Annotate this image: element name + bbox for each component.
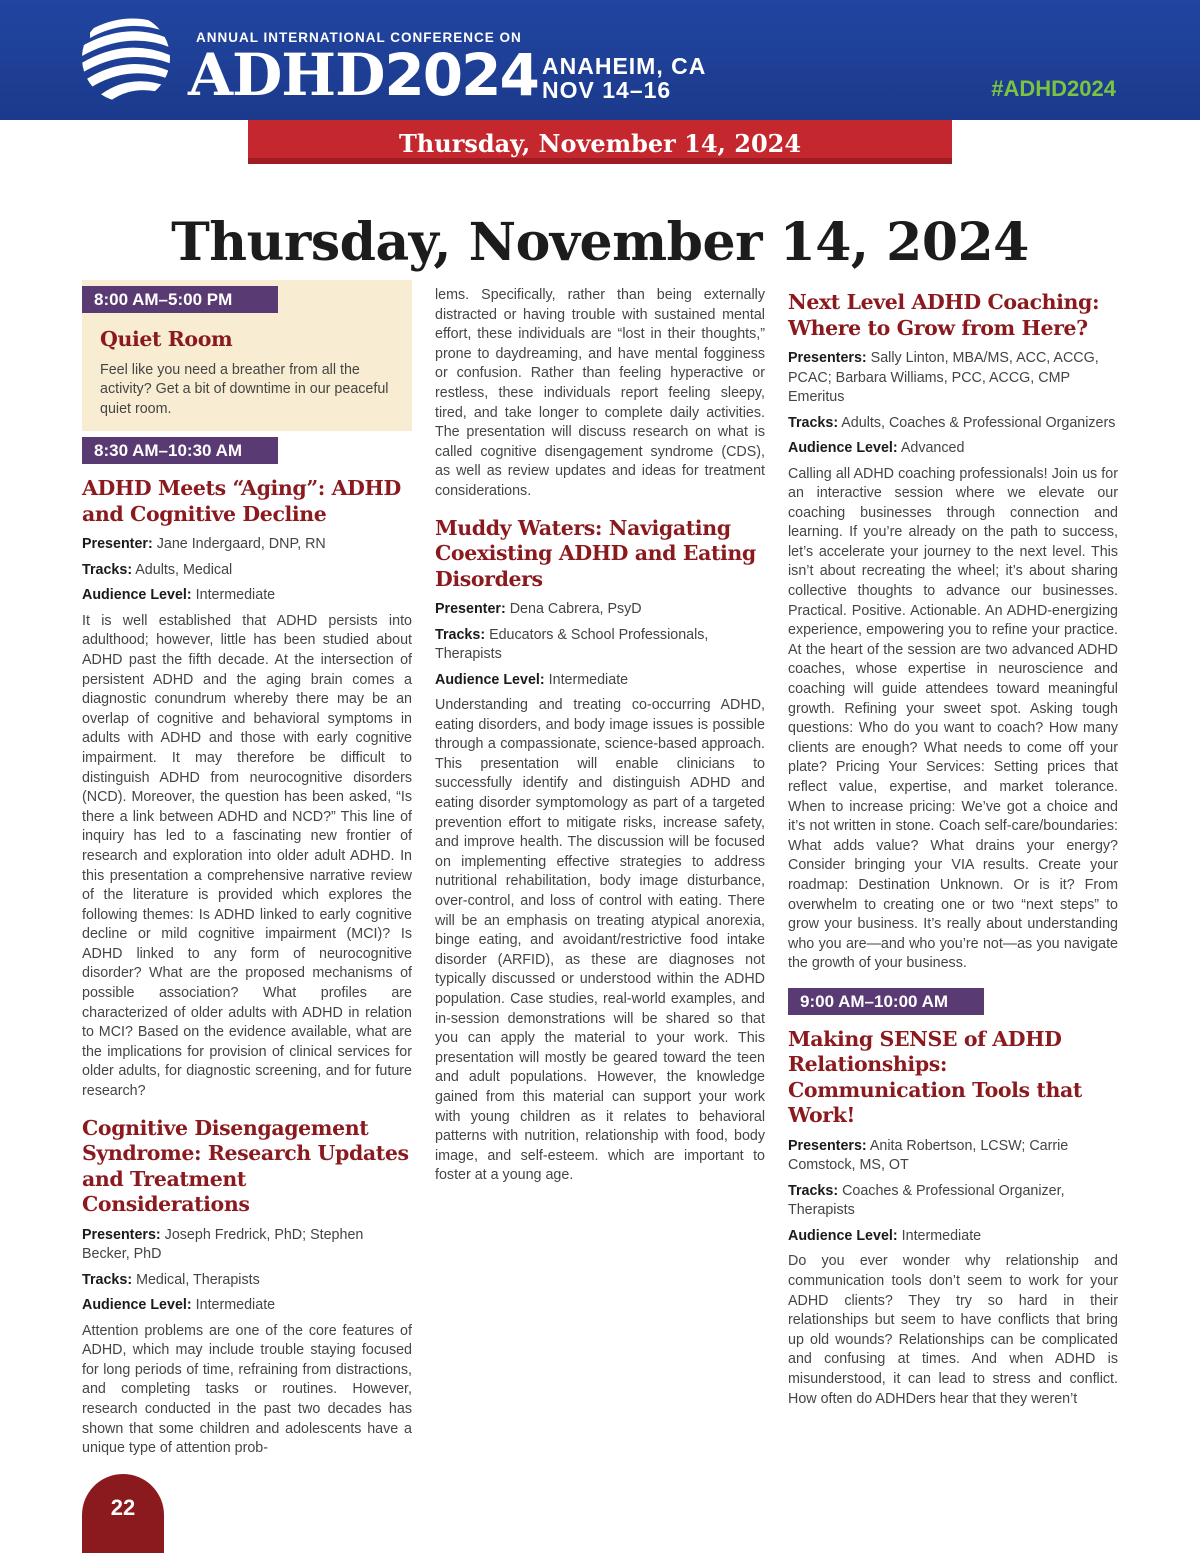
- session-presenter: [435, 600, 765, 620]
- time-slot: 8:30 AM–10:30 AM: [82, 437, 278, 464]
- tracks-label: Tracks:: [788, 1182, 839, 1199]
- session-description: Attention problems are one of the core features of ADHD, which may include trouble staying focused for long periods of time, refraining from distractions, and completing tasks or routines. However, research conducted in the past two decades has shown that some children and adolescents have a unique type of attention prob-: [82, 1322, 412, 1457]
- time-slot: 9:00 AM–10:00 AM: [788, 988, 984, 1015]
- session-tracks: [82, 1271, 412, 1291]
- presenter-value: Sally Linton, MBA/MS, ACC, ACCG, PCAC; Barbara Williams, PCC, ACCG, CMP Emeritus: [788, 350, 1099, 405]
- tracks-label: Tracks:: [788, 414, 839, 431]
- session-audience-level: [82, 1296, 412, 1316]
- tracks-value: Medical, Therapists: [136, 1271, 260, 1288]
- session-title: Muddy Waters: Navigating Coexisting ADHD and Eating Disorders: [435, 515, 756, 591]
- level-value: Intermediate: [901, 1227, 982, 1244]
- session-tracks: [82, 561, 412, 581]
- column-middle: [435, 286, 765, 1200]
- tracks-label: Tracks:: [82, 561, 133, 578]
- session-audience-level: [435, 671, 765, 691]
- session-title: Making SENSE of ADHD Relationships: Communication Tools that Work!: [788, 1026, 1082, 1128]
- presenter-value: Jane Indergaard, DNP, RN: [156, 536, 326, 553]
- conference-header: [0, 0, 1200, 120]
- session-description: Do you ever wonder why relationship and communication tools don’t seem to work for your ADHD clients? They try so hard in their relationships but seem to have conflicts that bring up old wounds? Relationships can be complicated and confusing at times. And when ADHD is misunderstood, it can lead to stress and conflict. How often do ADHDers hear that they weren’t: [788, 1253, 1118, 1407]
- level-value: Intermediate: [548, 671, 629, 688]
- tracks-label: Tracks:: [82, 1271, 133, 1288]
- session-tracks: [435, 626, 765, 665]
- tracks-label: Tracks:: [435, 626, 486, 643]
- time-slot: 8:00 AM–5:00 PM: [82, 286, 278, 313]
- presenter-label: Presenter:: [82, 536, 153, 553]
- session-presenter: [82, 535, 412, 555]
- location-dates: NOV 14–16: [542, 77, 672, 103]
- level-value: Intermediate: [195, 587, 276, 604]
- conference-location: [542, 54, 706, 102]
- tracks-value: Coaches & Professional Organizer, Therapists: [788, 1182, 1065, 1219]
- session-title: Quiet Room: [100, 327, 233, 351]
- session-audience-level: [788, 1227, 1118, 1247]
- session-audience-level: [788, 439, 1118, 459]
- level-value: Advanced: [900, 440, 965, 456]
- session-title: Next Level ADHD Coaching: Where to Grow from Here?: [788, 290, 1100, 340]
- presenter-label: Presenters:: [788, 350, 867, 366]
- session-tracks: [788, 1182, 1118, 1221]
- conference-subtitle: ANNUAL INTERNATIONAL CONFERENCE ON: [196, 30, 522, 45]
- session-description: Calling all ADHD coaching professionals! Join us for an interactive session where we elevate our coaching businesses through connection and learning. If you’re already on the path to success, let’s accelerate your journey to the next level. This isn’t about recreating the wheel; it’s about sharing collective thoughts to advance our businesses. Practical. Positive. Actionable. An ADHD-energizing experience, empowering you to refine your practice. At the heart of the session are two advanced ADHD coaches, whose expertise in neuroscience and coaching will guide attendees toward meaningful growth. Refining your sweet spot. Asking tough questions: Who do you want to coach? How many clients are enough? What needs to come off your plate? Pricing Your Services: Setting prices that reflect value, expertise, and market tolerance. When to increase pricing: We’ve got a choice and it’s not written in stone. Coach self-care/boundaries: What adds value? What drains your energy? Consider bringing your VIA results. Create your roadmap: Destination Unknown. Or is it? From overwhelm to creating one or two “next steps” to grow your business. It’s really about understanding who you are—and who you’re not—as you navigate the growth of your business.: [788, 465, 1118, 972]
- tracks-value: Adults, Coaches & Professional Organizers: [841, 414, 1116, 431]
- tracks-value: Educators & School Professionals, Therapists: [435, 626, 709, 663]
- presenter-label: Presenter:: [435, 601, 506, 618]
- session-description-continued: lems. Specifically, rather than being externally distracted or having trouble with sustained mental effort, these individuals are “lost in their thoughts,” prone to daydreaming, and have mental fogginess or confusion. Rather than feeling hyperactive or restless, these individuals report feeling sleepy, tired, and take longer to complete daily activities. The presentation will discuss research on what is called cognitive disengagement syndrome (CDS), as well as review updates and ideas for treatment considerations.: [435, 287, 765, 499]
- level-label: Audience Level:: [788, 440, 898, 456]
- session-presenter: [788, 1137, 1118, 1176]
- globe-icon: [80, 10, 172, 106]
- session-description: Feel like you need a breather from all the activity? Get a bit of downtime in our peaceful quiet room.: [100, 361, 389, 417]
- level-label: Audience Level:: [788, 1227, 898, 1244]
- session-audience-level: [82, 586, 412, 606]
- page-title: Thursday, November 14, 2024: [171, 212, 1029, 273]
- presenter-label: Presenters:: [82, 1226, 161, 1243]
- day-band-shadow: [248, 158, 952, 164]
- brand-name: ADHD: [188, 41, 385, 109]
- column-left: [82, 280, 412, 1473]
- session-presenter: [82, 1226, 412, 1265]
- tracks-value: Adults, Medical: [135, 561, 233, 578]
- conference-brand: [188, 42, 538, 108]
- presenter-value: Joseph Fredrick, PhD; Stephen Becker, PhD: [82, 1226, 364, 1263]
- session-description: It is well established that ADHD persists into adulthood; however, little has been studied about ADHD past the fifth decade. At the intersection of persistent ADHD and the aging brain comes a diagnostic conundrum whereby there may be an overlap of cognitive and behavioral symptoms in adults with ADHD and those with early cognitive impairment. It may therefore be difficult to distinguish ADHD from neurocognitive disorders (NCD). Moreover, the question has been asked, “Is there a link between ADHD and NCD?” This line of inquiry has led to a fascinating new frontier of research and exploration into older adult ADHD. In this presentation a comprehensive narrative review of the literature is provided which explores the following themes: Is ADHD linked to early cognitive decline or mild cognitive impairment (MCI)? Is ADHD linked to any form of neurocognitive disorder? What are the proposed mechanisms of possible association? What profiles are characterized of older adults with ADHD in relation to MCI? Based on the evidence available, what are the implications for provision of clinical services for older adults, for diagnostic screening, and for future research?: [82, 612, 412, 1100]
- presenter-value: Anita Robertson, LCSW; Carrie Comstock, MS, OT: [788, 1137, 1069, 1174]
- session-presenter: [788, 349, 1118, 408]
- page-number: 22: [82, 1474, 164, 1553]
- session-title: ADHD Meets “Aging”: ADHD and Cognitive Decline: [82, 476, 401, 526]
- presenter-value: Dena Cabrera, PsyD: [509, 601, 642, 618]
- session-tracks: [788, 414, 1118, 434]
- day-band: Thursday, November 14, 2024: [248, 120, 952, 164]
- level-label: Audience Level:: [82, 587, 192, 604]
- level-label: Audience Level:: [82, 1297, 192, 1314]
- hashtag: #ADHD2024: [991, 76, 1116, 101]
- session-description: Understanding and treating co-occurring ADHD, eating disorders, and body image issues is possible through a compassionate, science-based approach. This presentation will enable clinicians to successfully identify and distinguish ADHD and eating disorder symptomology as part of a targeted prevention effort to mitigate risks, increase safety, and improve health. The discussion will be focused on implementing effective strategies to address nutritional rehabilitation, body image disturbance, over-control, and loss of control with eating. There will be an emphasis on treating atypical anorexia, binge eating, and avoidant/restrictive food intake disorder (ARFID), as these are diagnoses not typically discussed or understood within the ADHD population. Case studies, real-world examples, and in-session demonstrations will be shared so that you can apply the material to your work. This presentation will mostly be geared toward the teen and adult populations. However, the knowledge gained from this material can support your work with young children as it relates to behavioral patterns with nutrition, relationship with food, body image, and self-esteem. which are important to foster at a young age.: [435, 697, 765, 1184]
- brand-year: 2024: [384, 41, 538, 109]
- session-title: Cognitive Disengagement Syndrome: Research Updates and Treatment Considerations: [82, 1115, 409, 1217]
- column-right: [788, 286, 1118, 1423]
- level-value: Intermediate: [195, 1297, 276, 1314]
- quiet-room-box: [82, 280, 412, 431]
- level-label: Audience Level:: [435, 671, 545, 688]
- location-city: ANAHEIM, CA: [542, 53, 707, 79]
- presenter-label: Presenters:: [788, 1137, 867, 1154]
